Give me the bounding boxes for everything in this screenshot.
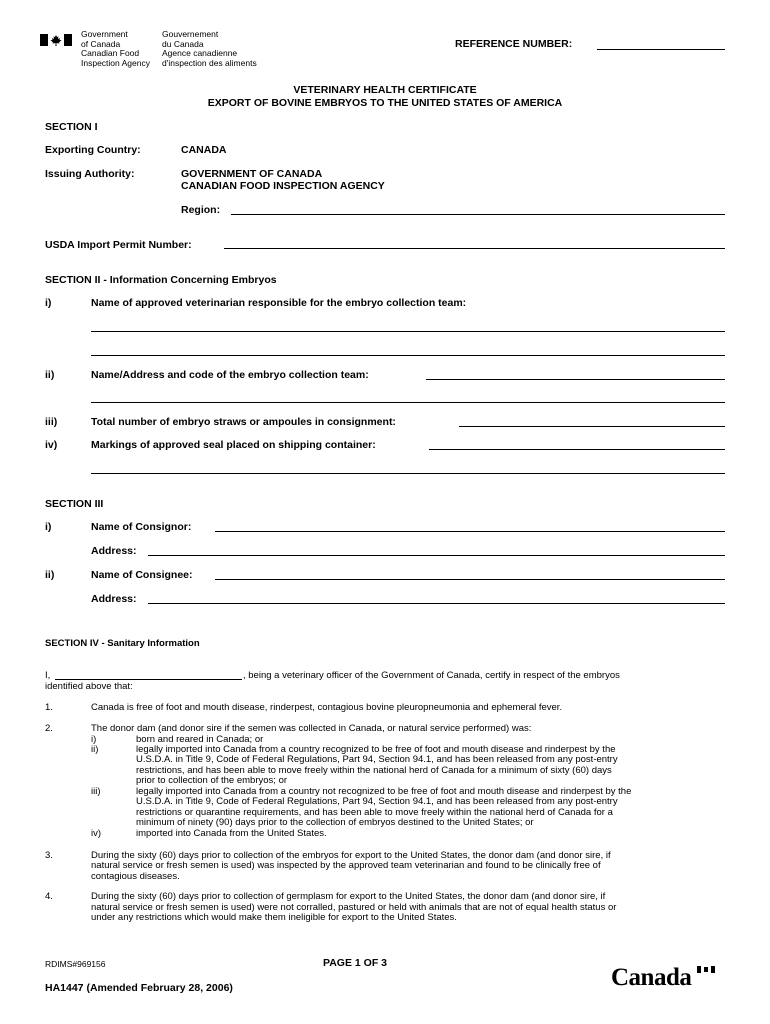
straws-count-field[interactable] xyxy=(459,426,725,427)
consignee-address-label: Address: xyxy=(91,593,137,605)
officer-name-field[interactable] xyxy=(55,679,242,680)
p2-sub-line: minimum of ninety (90) days prior to the collection of embryos destined to the United States; or xyxy=(136,817,534,828)
section3-heading: SECTION III xyxy=(45,498,104,510)
consignor-num: i) xyxy=(45,521,52,533)
p3-num: 3. xyxy=(45,850,53,861)
permit-label: USDA Import Permit Number: xyxy=(45,239,192,251)
p3-line: During the sixty (60) days prior to collection of the embryos for export to the United States, the donor dam (and donor sire, if xyxy=(91,850,611,861)
section1-heading: SECTION I xyxy=(45,121,98,133)
gov-fr-text: Gouvernement du Canada xyxy=(162,29,219,49)
title-line1: VETERINARY HEALTH CERTIFICATE xyxy=(293,84,477,96)
p3-line: contagious diseases. xyxy=(91,871,180,882)
p2-text: The donor dam (and donor sire if the semen was collected in Canada, or natural service performed) was: xyxy=(91,723,532,734)
p1-text: Canada is free of foot and mouth disease, rinderpest, contagious bovine pleuropneumonia and ephemeral fever. xyxy=(91,702,563,713)
intro-line2: identified above that: xyxy=(45,681,133,692)
rdims-number: RDIMS#969156 xyxy=(45,959,106,969)
p2-sub-line: U.S.D.A. in Title 9, Code of Federal Regulations, Part 94, Section 94.1, and has been released from any post-entry xyxy=(136,796,618,807)
s2-item-num: iii) xyxy=(45,416,58,428)
s2-item-num: iv) xyxy=(45,439,58,451)
section2-heading: SECTION II - Information Concerning Embryos xyxy=(45,274,277,286)
s2-item-text: Markings of approved seal placed on shipping container: xyxy=(91,439,376,451)
consignee-address-field[interactable] xyxy=(148,603,725,604)
p2-sub-num: ii) xyxy=(91,744,99,755)
region-label: Region: xyxy=(181,204,221,216)
consignor-address-label: Address: xyxy=(91,545,137,557)
p4-line: under any restrictions which would make them ineligible for export to the United States. xyxy=(91,912,457,923)
gov-en-text: Government of Canada xyxy=(81,29,128,49)
region-field[interactable] xyxy=(231,214,725,215)
p2-sub-num: iv) xyxy=(91,828,102,839)
veterinarian-field-line1[interactable] xyxy=(91,331,725,332)
exporting-label: Exporting Country: xyxy=(45,144,141,156)
issuing-value1: GOVERNMENT OF CANADA xyxy=(181,168,323,180)
agency-en-text: Canadian Food Inspection Agency xyxy=(81,48,150,68)
p4-line: During the sixty (60) days prior to collection of germplasm for export to the United States, the donor dam (and donor sire, if xyxy=(91,891,606,902)
p2-sub-num: iii) xyxy=(91,786,101,797)
s2-item-text: Name of approved veterinarian responsible for the embryo collection team: xyxy=(91,297,467,309)
p1-num: 1. xyxy=(45,702,53,713)
veterinarian-field-line2[interactable] xyxy=(91,355,725,356)
consignee-label: Name of Consignee: xyxy=(91,569,193,581)
collection-team-field-line2[interactable] xyxy=(91,402,725,403)
p2-sub-line: restrictions, and has been able to move freely within the national herd of Canada for a minimum of sixty (60) days xyxy=(136,765,612,776)
p2-num: 2. xyxy=(45,723,53,734)
permit-field[interactable] xyxy=(224,248,725,249)
exporting-value: CANADA xyxy=(181,144,227,156)
p2-sub-line: born and reared in Canada; or xyxy=(136,734,264,745)
wordmark-flag-icon xyxy=(697,966,715,973)
section4-heading: SECTION IV - Sanitary Information xyxy=(45,638,200,649)
consignee-num: ii) xyxy=(45,569,55,581)
seal-markings-field-line2[interactable] xyxy=(91,473,725,474)
intro-text: , being a veterinary officer of the Government of Canada, certify in respect of the embryos xyxy=(243,670,620,681)
form-number: HA1447 (Amended February 28, 2006) xyxy=(45,982,233,994)
p3-line: natural service or fresh semen is used) was inspected by the approved team veterinarian and found to be clinically free of xyxy=(91,860,601,871)
consignor-address-field[interactable] xyxy=(148,555,725,556)
reference-label: REFERENCE NUMBER: xyxy=(455,38,573,50)
p2-sub-line: legally imported into Canada from a country recognized to be free of foot and mouth disease and rinderpest by the xyxy=(136,744,616,755)
p2-sub-line: U.S.D.A. in Title 9, Code of Federal Regulations, Part 94, Section 94.1, and has been released from any post-entry xyxy=(136,754,618,765)
canada-flag-icon xyxy=(40,34,72,46)
collection-team-field-line1[interactable] xyxy=(426,379,725,380)
p2-sub-num: i) xyxy=(91,734,97,745)
p4-line: natural service or fresh semen is used) were not corralled, pastured or held with animals that are not of equal health status or xyxy=(91,902,617,913)
s2-item-num: i) xyxy=(45,297,52,309)
canada-wordmark: Canada xyxy=(611,964,692,991)
s2-item-text: Name/Address and code of the embryo collection team: xyxy=(91,369,369,381)
s2-item-text: Total number of embryo straws or ampoules in consignment: xyxy=(91,416,396,428)
consignor-label: Name of Consignor: xyxy=(91,521,192,533)
reference-field[interactable] xyxy=(597,49,725,50)
consignor-field[interactable] xyxy=(215,531,725,532)
consignee-field[interactable] xyxy=(215,579,725,580)
intro-i: I, xyxy=(45,670,51,681)
agency-fr-text: Agence canadienne d'inspection des aliments xyxy=(162,48,257,68)
s2-item-num: ii) xyxy=(45,369,55,381)
title-line2: EXPORT OF BOVINE EMBRYOS TO THE UNITED STATES OF AMERICA xyxy=(207,97,563,109)
issuing-value2: CANADIAN FOOD INSPECTION AGENCY xyxy=(181,180,385,192)
p2-sub-line: restrictions or quarantine requirements, and has been able to move freely within the national herd of Canada for a xyxy=(136,807,613,818)
p4-num: 4. xyxy=(45,891,53,902)
seal-markings-field-line1[interactable] xyxy=(429,449,725,450)
page-number: PAGE 1 OF 3 xyxy=(323,957,387,969)
p2-sub-line: prior to collection of the embryos; or xyxy=(136,775,288,786)
p2-sub-line: imported into Canada from the United States. xyxy=(136,828,327,839)
p2-sub-line: legally imported into Canada from a country not recognized to be free of foot and mouth disease and rinderpest by the xyxy=(136,786,632,797)
issuing-label: Issuing Authority: xyxy=(45,168,135,180)
